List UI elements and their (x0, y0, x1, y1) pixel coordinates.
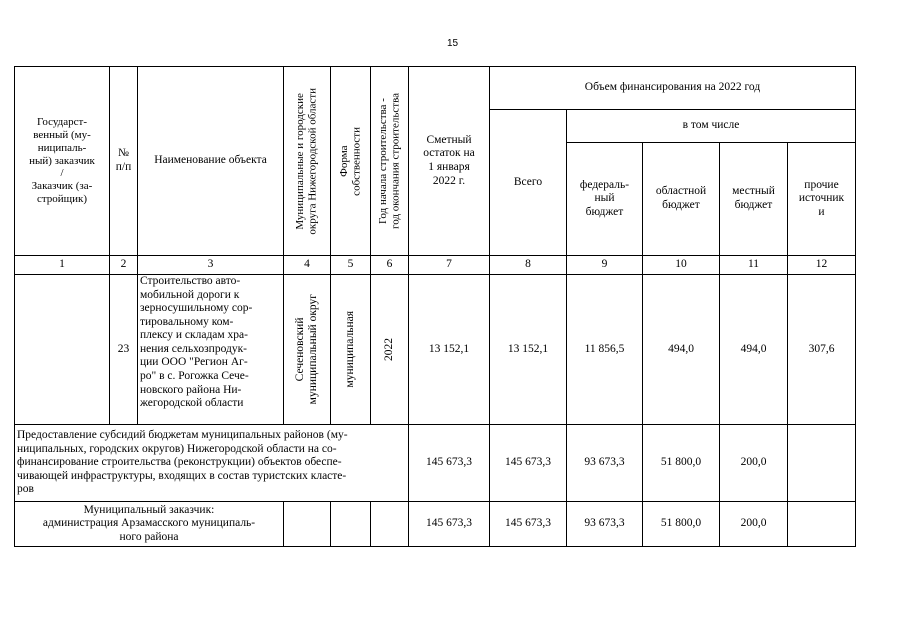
header-years: Год начала строительства - год окончания строительства (376, 93, 402, 229)
customer-empty-5 (331, 502, 371, 547)
subsidy-row (15, 425, 856, 502)
row23-municipality-cell (284, 275, 331, 425)
column-number: 6 (371, 256, 409, 275)
column-number: 1 (15, 256, 110, 275)
column-number: 4 (284, 256, 331, 275)
row23-customer (15, 275, 110, 425)
row23-ownership-cell (331, 275, 371, 425)
header-customer: Государст- венный (му- ниципаль- ный) заказчик / Заказчик (за- стройщик) (15, 67, 110, 256)
row23-number: 23 (110, 275, 138, 425)
row23-years: 2022 (382, 338, 395, 361)
header-object-name: Наименование объекта (138, 67, 284, 256)
subsidy-other (788, 425, 856, 502)
column-number: 11 (720, 256, 788, 275)
column-number: 8 (490, 256, 567, 275)
column-number: 7 (409, 256, 490, 275)
row23-other: 307,6 (788, 275, 856, 425)
header-ownership-cell (331, 67, 371, 256)
customer-empty-4 (284, 502, 331, 547)
subsidy-local: 200,0 (720, 425, 788, 502)
column-number: 9 (567, 256, 643, 275)
header-local: местный бюджет (720, 143, 788, 256)
row23-municipality: Сеченовский муниципальный округ (293, 294, 319, 405)
header-municipality-cell (284, 67, 331, 256)
subsidy-text: Предоставление субсидий бюджетам муниципальных районов (му- ниципальных, городских округов) Нижегородской области на со- финансирование строительства (реконструкции) объектов обеспе- чивающей инфраструктуры, входящих в состав туристских класте- ров (15, 425, 409, 502)
header-number: № п/п (110, 67, 138, 256)
row23-total: 13 152,1 (490, 275, 567, 425)
customer-empty-6 (371, 502, 409, 547)
subsidy-total: 145 673,3 (490, 425, 567, 502)
customer-other (788, 502, 856, 547)
column-number: 10 (643, 256, 720, 275)
row23-regional: 494,0 (643, 275, 720, 425)
row23-years-cell (371, 275, 409, 425)
header-total: Всего (490, 110, 567, 256)
row23-ownership: муниципальная (343, 311, 356, 388)
customer-row (15, 502, 856, 547)
page-number: 15 (446, 38, 459, 49)
column-number-row (15, 256, 856, 275)
financing-table (14, 66, 856, 547)
subsidy-federal: 93 673,3 (567, 425, 643, 502)
header-regional: областной бюджет (643, 143, 720, 256)
header-estimate: Сметный остаток на 1 января 2022 г. (409, 67, 490, 256)
row23-estimate: 13 152,1 (409, 275, 490, 425)
row23-federal: 11 856,5 (567, 275, 643, 425)
header-years-cell (371, 67, 409, 256)
column-number: 3 (138, 256, 284, 275)
row23-object-name: Строительство авто- мобильной дороги к зерносушильному сор- тировальному ком- плексу и складам хра- нения сельхозпродук- ции ООО "Регион Аг- ро" в с. Рогожка Сече- новского района Ни- жегородской области (138, 275, 284, 425)
row23-local: 494,0 (720, 275, 788, 425)
subsidy-regional: 51 800,0 (643, 425, 720, 502)
header-municipality: Муниципальные и городские округа Нижегородской области (294, 87, 319, 235)
customer-local: 200,0 (720, 502, 788, 547)
header-row-1 (15, 67, 856, 110)
header-federal: федераль- ный бюджет (567, 143, 643, 256)
column-number: 12 (788, 256, 856, 275)
customer-federal: 93 673,3 (567, 502, 643, 547)
column-number: 2 (110, 256, 138, 275)
header-other: прочие источник и (788, 143, 856, 256)
subsidy-estimate: 145 673,3 (409, 425, 490, 502)
header-ownership: Форма собственности (337, 126, 363, 196)
customer-regional: 51 800,0 (643, 502, 720, 547)
customer-estimate: 145 673,3 (409, 502, 490, 547)
customer-text: Муниципальный заказчик: администрация Арзамасского муниципаль- ного района (15, 502, 284, 547)
column-number: 5 (331, 256, 371, 275)
table-row-23 (15, 275, 856, 425)
header-including: в том числе (567, 110, 856, 143)
customer-total: 145 673,3 (490, 502, 567, 547)
header-financing: Объем финансирования на 2022 год (490, 67, 856, 110)
